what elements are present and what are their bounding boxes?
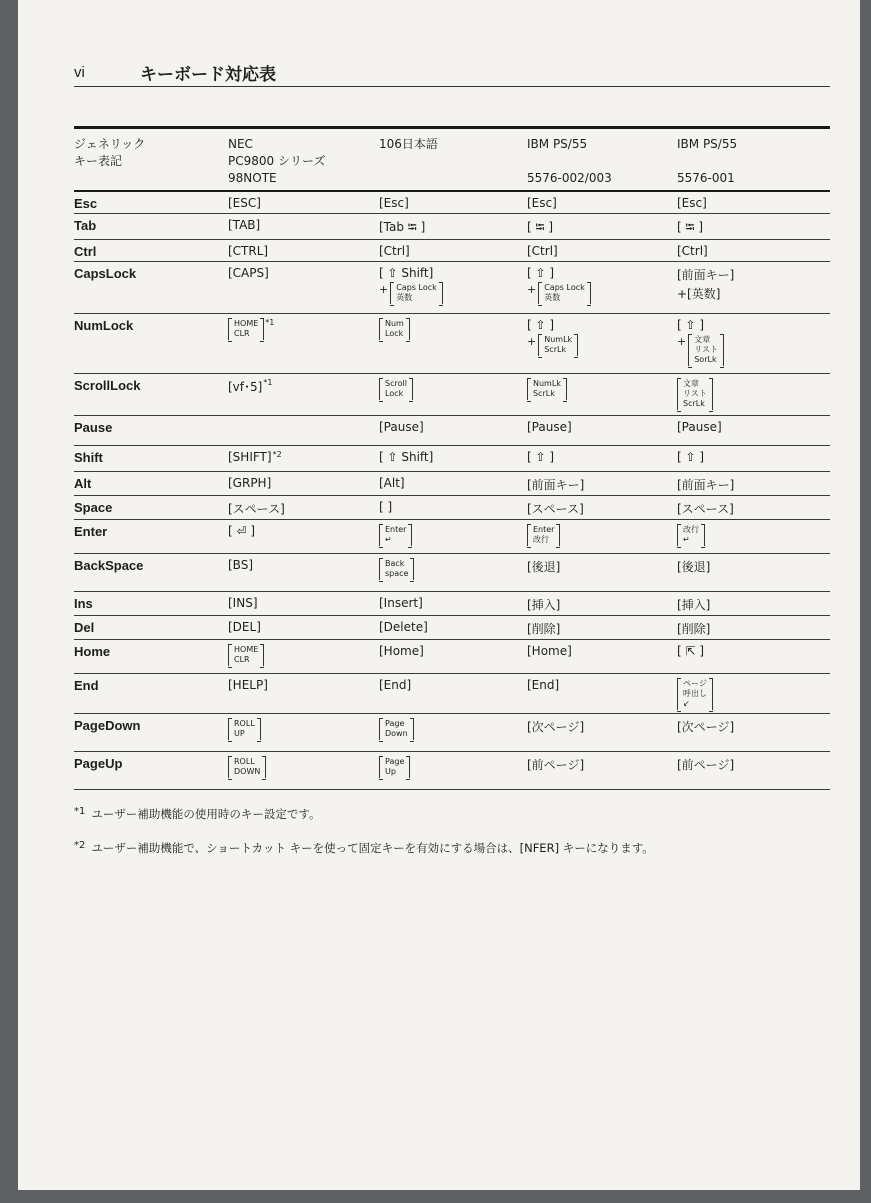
nec-key-cell [228,373,379,415]
key-label: [BS] [228,557,254,572]
generic-key-cell: Space [74,495,228,519]
keycap [538,334,578,356]
jp106-key-cell [379,373,527,415]
keycap-label: 改行 [683,524,699,534]
ibm001-key-cell [677,495,830,519]
footnotes [74,806,834,874]
ibm002-key-cell [527,615,677,639]
nec-key-cell [228,639,379,673]
keycap-label: ScrLk [544,344,567,354]
nec-key-cell [228,673,379,713]
key-combination [527,282,677,304]
key-label: [Ctrl] [527,243,558,258]
nec-key-cell [228,519,379,553]
nec-key-cell [228,313,379,373]
generic-key-cell: NumLock [74,313,228,373]
key-label: [ ⇧ Shift] [379,265,434,280]
table-row [74,239,830,261]
header-jp106: 106日本語 [379,128,527,192]
generic-key-cell: Del [74,615,228,639]
key-combination [527,334,677,356]
ibm001-key-cell [677,313,830,373]
key-label: [Insert] [379,595,423,610]
footnote: *2 ユーザー補助機能で、ショートカット キーを使って固定キーを有効にする場合は、[NFER] キーになります。 [74,840,654,855]
keycap-label: ROLL [234,756,255,766]
jp106-key-cell [379,751,527,789]
key-label: [Pause] [677,419,722,434]
ibm001-key-cell [677,191,830,213]
key-label: [前ページ] [527,757,585,772]
ibm002-key-cell [527,213,677,239]
keycap [228,644,264,666]
ibm001-key-cell [677,639,830,673]
key-label: [Home] [379,643,424,658]
key-label: [CAPS] [228,265,269,280]
keycap [379,718,414,740]
table-row [74,191,830,213]
generic-key-cell: Esc [74,191,228,213]
table-row [74,673,830,713]
key-label: [INS] [228,595,258,610]
key-label: [GRPH] [228,475,272,490]
generic-key-cell: Enter [74,519,228,553]
generic-key-cell: ScrollLock [74,373,228,415]
table-row [74,615,830,639]
generic-key-cell: PageUp [74,751,228,789]
jp106-key-cell [379,673,527,713]
generic-key-cell: Alt [74,471,228,495]
jp106-key-cell [379,191,527,213]
generic-key-cell: Home [74,639,228,673]
key-label: [ ⇧ ] [677,317,705,332]
header-nec: NEC PC9800 シリーズ 98NOTE [228,128,379,192]
footnote: *1 ユーザー補助機能の使用時のキー設定です。 [74,806,321,821]
nec-key-cell [228,445,379,471]
key-label: [vf･5] [228,379,263,394]
key-label: [前ページ] [677,757,735,772]
keycap-label: Back [385,558,405,568]
table-header-row [74,128,830,192]
ibm002-key-cell [527,261,677,313]
ibm002-key-cell [527,495,677,519]
ibm002-key-cell [527,415,677,445]
key-label: [End] [527,677,560,692]
jp106-key-cell [379,445,527,471]
page-header [74,60,830,87]
ibm002-key-cell [527,553,677,591]
ibm002-key-cell [527,713,677,751]
keycap [538,282,591,304]
keycap-label: Caps Lock [396,282,437,292]
keycap-label: ↵ [683,534,690,544]
keycap-label: 英数 [396,292,413,302]
table-row [74,591,830,615]
key-label: [Home] [527,643,572,658]
ibm002-key-cell [527,591,677,615]
keyboard-mapping-table [74,126,830,790]
nec-key-cell [228,471,379,495]
keycap [379,378,413,400]
key-label: [後退] [677,559,711,574]
jp106-key-cell [379,591,527,615]
keycap-label: Down [385,728,408,738]
ibm002-key-cell [527,445,677,471]
nec-key-cell [228,495,379,519]
jp106-key-cell [379,213,527,239]
plus-sign: + [527,334,537,348]
footnote-marker: *2 [272,449,282,459]
nec-key-cell [228,553,379,591]
keycap-label: Enter [385,524,407,534]
key-label: [Ctrl] [379,243,410,258]
keycap-label: CLR [234,328,250,338]
keycap-label: Up [385,766,396,776]
table-row [74,261,830,313]
keycap-label: 呼出し [683,688,707,698]
key-label: [前面キー] [527,477,585,492]
keycap-label: リスト [683,388,707,398]
key-label: [挿入] [677,597,711,612]
generic-key-cell: Pause [74,415,228,445]
ibm002-key-cell [527,191,677,213]
keycap-label: NumLk [533,378,561,388]
key-label: [SHIFT] [228,449,272,464]
keycap-label: リスト [694,344,719,354]
jp106-key-cell [379,239,527,261]
key-label: [Delete] [379,619,428,634]
keycap [688,334,724,366]
header-generic: ジェネリック キー表記 [74,128,228,192]
keycap-label: Lock [385,328,404,338]
keycap [390,282,443,304]
ibm001-key-cell [677,445,830,471]
ibm002-key-cell [527,239,677,261]
keycap [228,718,261,740]
nec-key-cell [228,261,379,313]
keycap [677,378,713,410]
keycap-label: 文章 [694,334,711,344]
generic-key-cell: CapsLock [74,261,228,313]
key-label: [ ⭾ ] [677,219,704,234]
key-label: [Pause] [527,419,572,434]
ibm002-key-cell [527,639,677,673]
keycap-label: 英数 [544,292,561,302]
keycap [228,318,264,340]
key-label: [Esc] [677,196,707,210]
key-label: [ ⇱ ] [677,643,705,658]
keycap-label: HOME [234,318,259,328]
key-label: [ ⇧ ] [527,317,555,332]
table-row [74,445,830,471]
key-label: [Alt] [379,475,405,490]
ibm001-key-cell [677,553,830,591]
key-label: [削除] [527,621,561,636]
generic-key-cell: Tab [74,213,228,239]
page-title: キーボード対応表 [140,65,276,85]
key-combination [379,282,527,304]
generic-key-cell: Shift [74,445,228,471]
key-label: [End] [379,677,412,692]
keycap-label: NumLk [544,334,573,344]
jp106-key-cell [379,495,527,519]
key-label: [前面キー] [677,477,735,492]
key-combination [677,334,830,366]
keycap-label: Caps Lock [544,282,585,292]
ibm001-key-cell [677,239,830,261]
key-label: [ ⇧ ] [527,265,555,280]
key-label: [ ⇧ ] [527,449,555,464]
keycap-label: SorLk [694,354,717,364]
keycap-label: 改行 [533,534,549,544]
key-label: [Tab ⭾ ] [379,219,426,234]
generic-key-cell: End [74,673,228,713]
keycap [527,524,560,546]
keycap-label: ROLL [234,718,255,728]
key-label: [Esc] [527,196,557,210]
keycap-label: UP [234,728,245,738]
jp106-key-cell [379,313,527,373]
key-label: [ ] [379,499,393,514]
keycap-label: DOWN [234,766,261,776]
key-combination: +[英数] [677,286,721,301]
key-label: [TAB] [228,217,261,232]
plus-sign: + [379,282,389,296]
key-label: [DEL] [228,619,261,634]
ibm002-key-cell [527,373,677,415]
nec-key-cell [228,213,379,239]
ibm001-key-cell [677,615,830,639]
ibm002-key-cell [527,751,677,789]
table-row [74,471,830,495]
key-label: [CTRL] [228,243,269,258]
keycap-label: ScrLk [683,398,705,408]
keycap-label: Num [385,318,404,328]
keycap-label: Enter [533,524,555,534]
keycap-label: space [385,568,409,578]
key-label: [ESC] [228,196,261,210]
generic-key-cell: Ctrl [74,239,228,261]
ibm001-key-cell [677,519,830,553]
table-row [74,415,830,445]
generic-key-cell: BackSpace [74,553,228,591]
jp106-key-cell [379,519,527,553]
generic-key-cell: PageDown [74,713,228,751]
table-row [74,553,830,591]
ibm001-key-cell [677,751,830,789]
ibm001-key-cell [677,373,830,415]
keycap-label: Lock [385,388,404,398]
plus-sign: + [527,282,537,296]
keycap [527,378,567,400]
page-number: vi [74,64,85,81]
header-ibm-001: IBM PS/55 5576-001 [677,128,830,192]
nec-key-cell [228,591,379,615]
jp106-key-cell [379,553,527,591]
table-row [74,713,830,751]
ibm001-key-cell [677,713,830,751]
keycap-label: ↵ [385,534,392,544]
table-row [74,519,830,553]
ibm002-key-cell [527,673,677,713]
keycap [379,318,410,340]
keycap [228,756,266,778]
keycap-label: ページ [683,678,707,688]
ibm002-key-cell [527,313,677,373]
keycap [379,756,410,778]
table-row [74,313,830,373]
footnote-marker: *1 [265,317,275,327]
jp106-key-cell [379,713,527,751]
ibm002-key-cell [527,471,677,495]
keycap-label: Page [385,718,405,728]
jp106-key-cell [379,639,527,673]
key-label: [スペース] [228,501,285,516]
table-row [74,213,830,239]
keycap [379,524,412,546]
nec-key-cell [228,239,379,261]
table-row [74,495,830,519]
keycap-label: HOME [234,644,259,654]
key-label: [前面キー] [677,267,735,282]
table-row [74,751,830,789]
key-label: [次ページ] [677,719,735,734]
keycap-label: 文章 [683,378,699,388]
key-label: [次ページ] [527,719,585,734]
keycap [677,678,713,710]
document-page [18,0,860,1190]
ibm002-key-cell [527,519,677,553]
key-label: [ ⇧ Shift] [379,449,434,464]
table-row [74,639,830,673]
keycap-label: ↙ [683,698,690,708]
nec-key-cell [228,415,379,445]
jp106-key-cell [379,261,527,313]
key-label: [Pause] [379,419,424,434]
key-label: [Ctrl] [677,243,708,258]
nec-key-cell [228,615,379,639]
jp106-key-cell [379,415,527,445]
key-label: [HELP] [228,677,268,692]
generic-key-cell: Ins [74,591,228,615]
footnote-marker: *1 [263,377,273,387]
nec-key-cell [228,713,379,751]
keycap-label: Page [385,756,405,766]
keycap-label: CLR [234,654,250,664]
key-label: [スペース] [527,501,584,516]
ibm001-key-cell [677,673,830,713]
key-label: [挿入] [527,597,561,612]
key-label: [Esc] [379,196,409,210]
header-ibm-002: IBM PS/55 5576-002/003 [527,128,677,192]
jp106-key-cell [379,615,527,639]
key-label: [ ⭾ ] [527,219,554,234]
key-label: [ ⇧ ] [677,449,705,464]
plus-sign: + [677,334,687,348]
key-label: [ ⏎ ] [228,523,256,538]
keycap [379,558,414,580]
jp106-key-cell [379,471,527,495]
ibm001-key-cell [677,471,830,495]
key-label: [後退] [527,559,561,574]
key-label: [スペース] [677,501,734,516]
keycap-label: ScrLk [533,388,555,398]
ibm001-key-cell [677,261,830,313]
keycap-label: Scroll [385,378,407,388]
nec-key-cell [228,191,379,213]
nec-key-cell [228,751,379,789]
table-row [74,373,830,415]
keycap [677,524,705,546]
ibm001-key-cell [677,213,830,239]
key-label: [削除] [677,621,711,636]
ibm001-key-cell [677,591,830,615]
ibm001-key-cell [677,415,830,445]
